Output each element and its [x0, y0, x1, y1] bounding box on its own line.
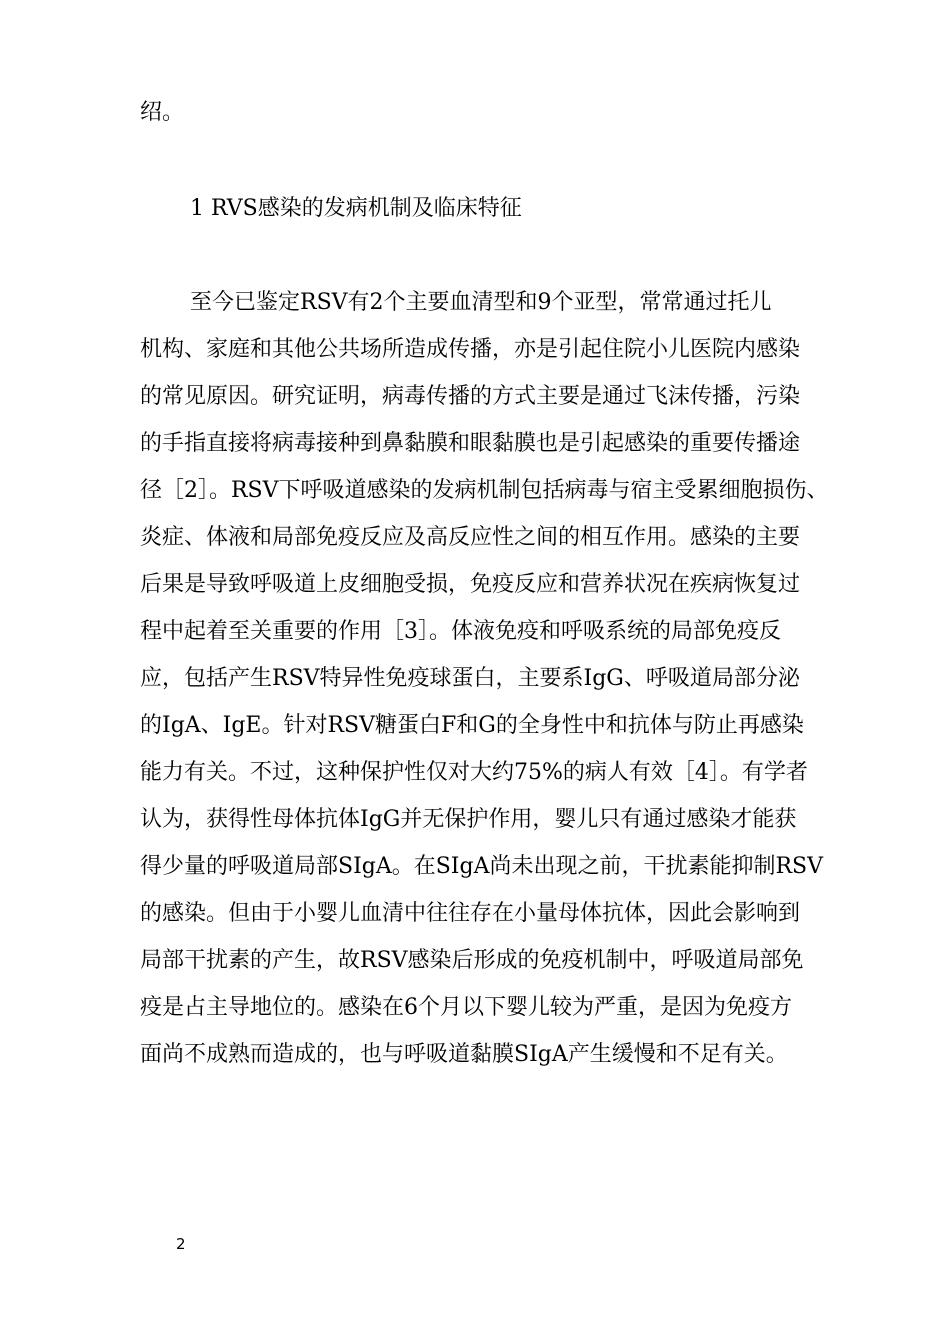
- paragraph-line: 径［2］。RSV下呼吸道感染的发病机制包括病毒与宿主受累细胞损伤、: [140, 478, 829, 503]
- paragraph-line: 面尚不成熟而造成的，也与呼吸道黏膜SIgA产生缓慢和不足有关。: [140, 1042, 788, 1067]
- paragraph-line: 疫是占主导地位的。感染在6个月以下婴儿较为严重，是因为免疫方: [140, 995, 792, 1020]
- paragraph-line: 局部干扰素的产生，故RSV感染后形成的免疫机制中，呼吸道局部免: [140, 948, 804, 973]
- paragraph-line: 能力有关。不过，这种保护性仅对大约75%的病人有效［4］。有学者: [140, 760, 808, 785]
- paragraph-line: 后果是导致呼吸道上皮细胞受损，免疫反应和营养状况在疾病恢复过: [140, 572, 801, 597]
- paragraph-line: 的常见原因。研究证明，病毒传播的方式主要是通过飞沫传播，污染: [140, 384, 801, 409]
- paragraph-line: 炎症、体液和局部免疫反应及高反应性之间的相互作用。感染的主要: [140, 525, 801, 550]
- paragraph-line: 的IgA、IgE。针对RSV糖蛋白F和G的全身性中和抗体与防止再感染: [140, 713, 804, 738]
- paragraph-line: 的感染。但由于小婴儿血清中往往存在小量母体抗体，因此会影响到: [140, 901, 801, 926]
- page-number: 2: [176, 1235, 186, 1253]
- paragraph-line: 应，包括产生RSV特异性免疫球蛋白，主要系IgG、呼吸道局部分泌: [140, 666, 800, 691]
- paragraph-line: 认为，获得性母体抗体IgG并无保护作用，婴儿只有通过感染才能获: [140, 807, 797, 832]
- paragraph-line: 至今已鉴定RSV有2个主要血清型和9个亚型，常常通过托儿: [190, 290, 772, 315]
- paragraph-line: 机构、家庭和其他公共场所造成传播，亦是引起住院小儿医院内感染: [140, 337, 801, 362]
- paragraph-line: 得少量的呼吸道局部SIgA。在SIgA尚未出现之前，干扰素能抑制RSV: [140, 854, 823, 879]
- paragraph-line: 程中起着至关重要的作用［3］。体液免疫和呼吸系统的局部免疫反: [140, 619, 781, 644]
- carryover-text: 绍。: [140, 100, 185, 125]
- section-heading: 1 RVS感染的发病机制及临床特征: [190, 196, 522, 221]
- paragraph-line: 的手指直接将病毒接种到鼻黏膜和眼黏膜也是引起感染的重要传播途: [140, 431, 801, 456]
